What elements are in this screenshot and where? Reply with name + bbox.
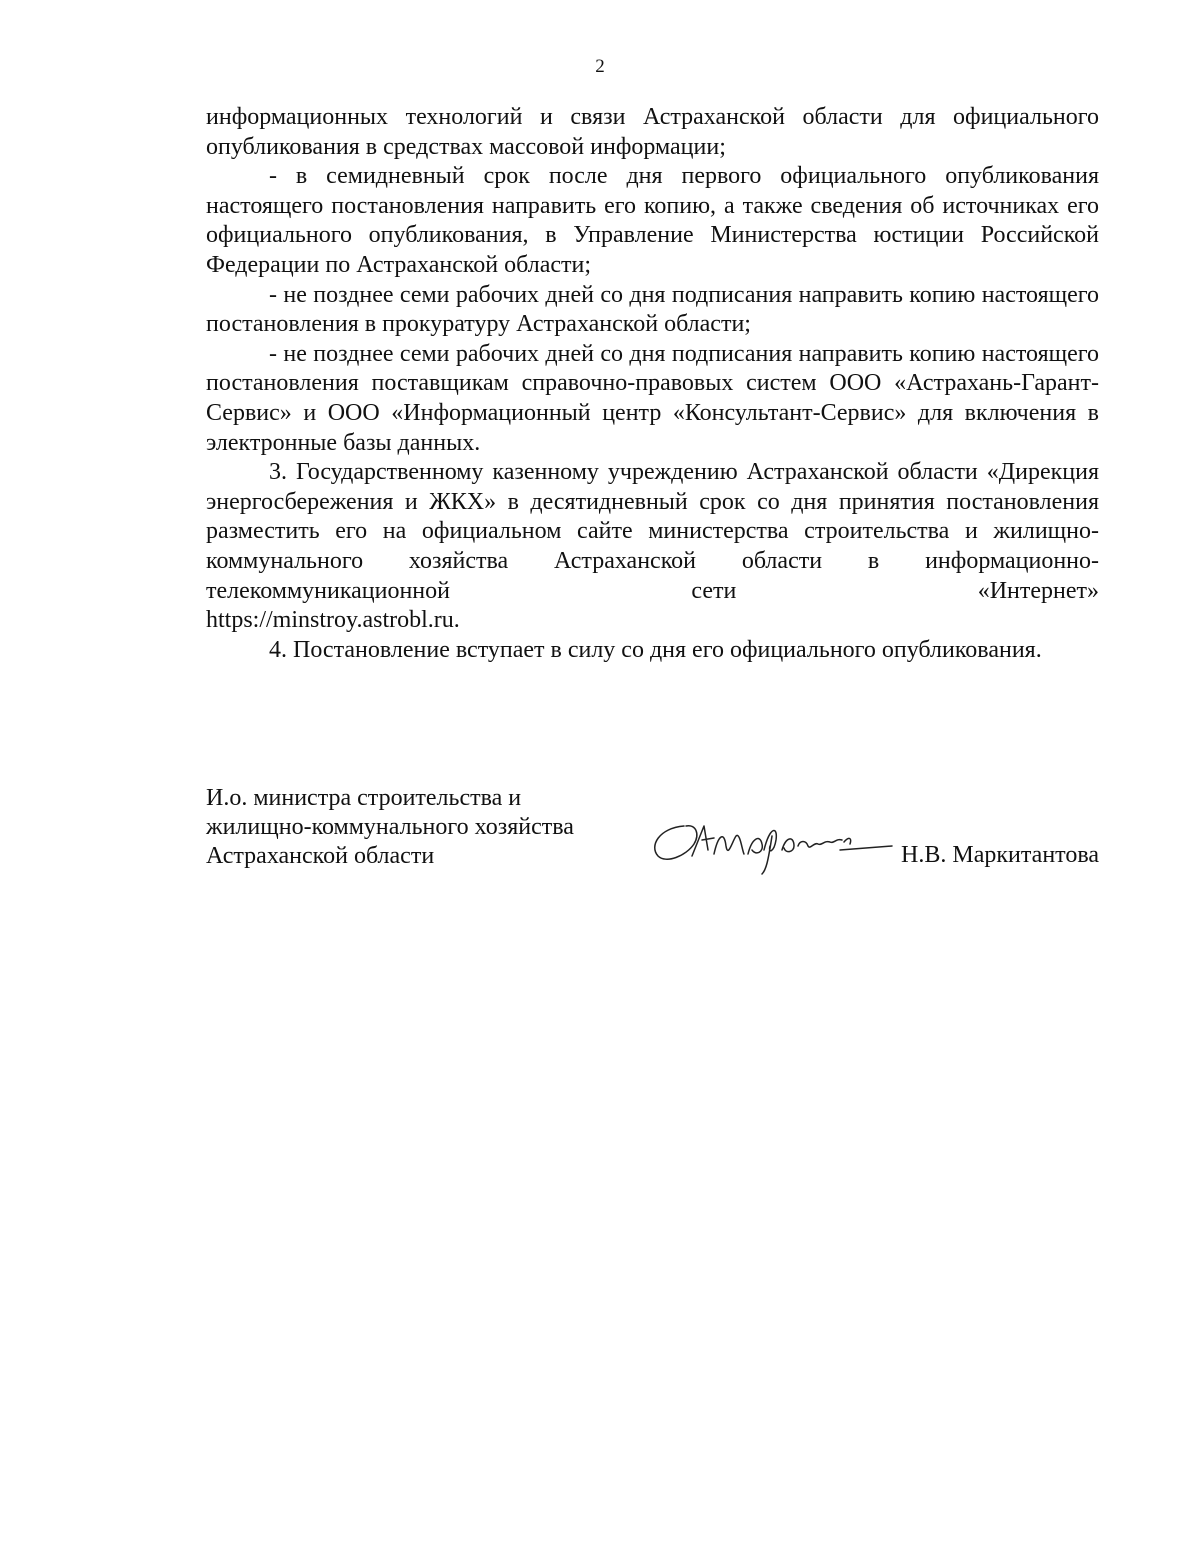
signer-title-line: жилищно-коммунального хозяйства — [206, 814, 574, 840]
document-body — [206, 103, 1099, 665]
paragraph-ministry-of-justice: - в семидневный срок после дня первого официального опубликования настоящего постановления направить его копию, а также сведения об источниках его официального опубликования, в Управление Министерства юстиции Российской Федерации по Астраханской области; — [206, 163, 1099, 278]
signer-title-line: И.о. министра строительства и — [206, 785, 522, 811]
signature-block — [206, 784, 1099, 884]
paragraph-item-3: 3. Государственному казенному учреждению Астраханской области «Дирекция энергосбережения и ЖКХ» в десятидневный срок со дня принятия постановления разместить его на официальном сайте министерства строительства и жилищно-коммунального хозяйства Астраханской области в информационно-телекоммуникационной сети «Интернет» — [206, 459, 1099, 604]
signer-title — [206, 784, 646, 871]
paragraph-legal-systems: - не позднее семи рабочих дней со дня подписания направить копию настоящего постановления поставщикам справочно-правовых систем ООО «Астрахань-Гарант-Сервис» и ООО «Информационный центр «Консультант-Сервис» для включения в электронные базы данных. — [206, 340, 1099, 456]
paragraph-continuation: информационных технологий и связи Астраханской области для официального опубликования в средствах массовой информации; — [206, 104, 1099, 160]
page-number: 2 — [595, 56, 605, 77]
signer-name: Н.В. Маркитантова — [901, 842, 1099, 868]
website-url: https://minstroy.astrobl.ru. — [206, 607, 460, 634]
handwritten-signature — [644, 806, 894, 876]
signer-title-line: Астраханской области — [206, 843, 435, 869]
paragraph-prosecutor: - не позднее семи рабочих дней со дня подписания направить копию настоящего постановления в прокуратуру Астраханской области; — [206, 281, 1099, 338]
paragraph-item-4: 4. Постановление вступает в силу со дня его официального опубликования. — [269, 636, 1042, 663]
